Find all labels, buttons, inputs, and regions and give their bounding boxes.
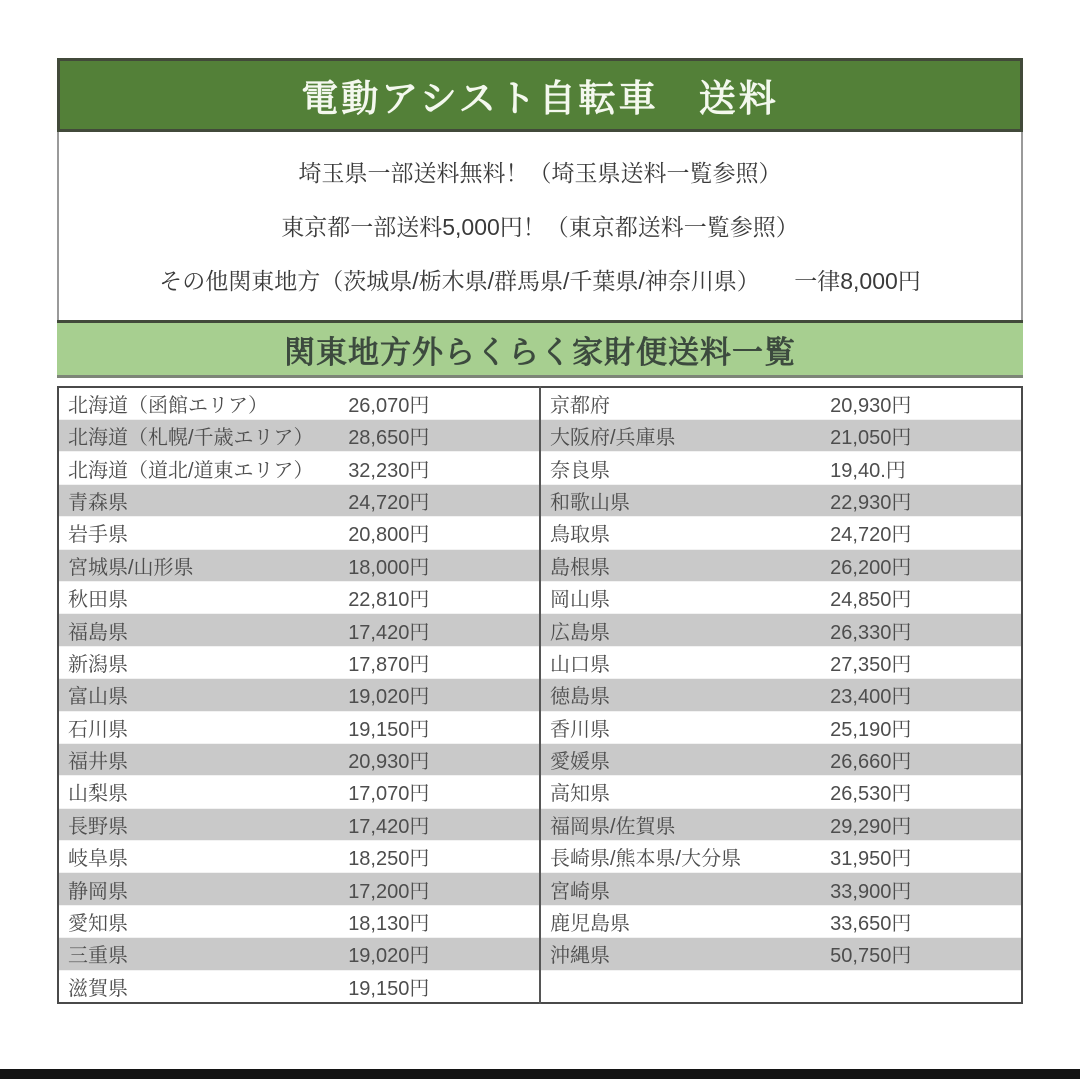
table-row (58, 581, 1022, 613)
price-cell-right: 20,930円 (830, 395, 912, 417)
price-cell-left: 20,930円 (347, 743, 540, 775)
prefecture-cell-left: 北海道（函館エリア） (68, 395, 268, 417)
price-cell-right: 26,200円 (829, 549, 1022, 581)
price-cell-left: 18,130円 (347, 905, 540, 937)
price-cell-right: 26,530円 (829, 776, 1022, 808)
table-row (58, 517, 1022, 549)
price-cell-right: 29,290円 (829, 808, 1022, 840)
table-title: 関東地方外らくらく家財便送料一覧 (284, 334, 796, 370)
price-cell-left: 17,870円 (347, 646, 540, 678)
prefecture-cell-right: 和歌山県 (540, 484, 829, 516)
prefecture-cell-right: 島根県 (540, 549, 829, 581)
prefecture-cell-left: 宮城県/山形県 (58, 549, 347, 581)
table-row (58, 970, 1022, 1003)
price-cell-left: 17,420円 (347, 808, 540, 840)
table-row (58, 841, 1022, 873)
prefecture-cell-right: 京都府 (540, 387, 829, 420)
shipping-notes (57, 132, 1023, 320)
table-row (58, 743, 1022, 775)
table-row (58, 646, 1022, 678)
table-row (58, 549, 1022, 581)
table-row (58, 711, 1022, 743)
prefecture-cell-right: 宮崎県 (540, 873, 829, 905)
prefecture-cell-right: 高知県 (540, 776, 829, 808)
prefecture-cell-right: 鹿児島県 (540, 905, 829, 937)
price-cell-left: 26,070円 (348, 395, 430, 417)
prefecture-cell-right: 大阪府/兵庫県 (540, 420, 829, 452)
prefecture-cell-left: 青森県 (58, 484, 347, 516)
price-cell-right (829, 970, 1022, 1003)
prefecture-cell-left: 岐阜県 (58, 841, 347, 873)
prefecture-cell-right: 愛媛県 (540, 743, 829, 775)
prefecture-cell-right: 徳島県 (540, 679, 829, 711)
price-cell-left: 32,230円 (347, 452, 540, 484)
price-cell-left: 28,650円 (347, 420, 540, 452)
price-cell-left: 20,800円 (347, 517, 540, 549)
price-cell-left: 18,250円 (347, 841, 540, 873)
prefecture-cell-right: 香川県 (540, 711, 829, 743)
table-row (58, 452, 1022, 484)
main-title-banner (57, 58, 1023, 132)
note-saitama: 埼玉県一部送料無料！（埼玉県送料一覧参照） (298, 159, 782, 186)
price-cell-right: 33,900円 (829, 873, 1022, 905)
price-cell-left: 17,070円 (347, 776, 540, 808)
price-cell-right: 27,350円 (829, 646, 1022, 678)
prefecture-cell-left: 石川県 (58, 711, 347, 743)
price-cell-left: 24,720円 (347, 484, 540, 516)
page-title: 電動アシスト自転車 送料 (301, 78, 779, 119)
price-cell-right: 26,660円 (829, 743, 1022, 775)
price-cell-right: 33,650円 (829, 905, 1022, 937)
prefecture-cell-right: 福岡県/佐賀県 (540, 808, 829, 840)
price-cell-right: 50,750円 (829, 938, 1022, 970)
price-cell-right: 24,850円 (829, 581, 1022, 613)
price-cell-right: 21,050円 (829, 420, 1022, 452)
prefecture-cell-left: 秋田県 (58, 581, 347, 613)
price-cell-left: 19,150円 (347, 970, 540, 1003)
prefecture-cell-left: 愛知県 (58, 905, 347, 937)
spacer (57, 378, 1023, 386)
price-cell-right: 24,720円 (829, 517, 1022, 549)
shipping-table-body (58, 387, 1022, 1003)
prefecture-cell-left: 新潟県 (58, 646, 347, 678)
prefecture-cell-left: 富山県 (58, 679, 347, 711)
prefecture-cell-left: 北海道（札幌/千歳エリア） (58, 420, 347, 452)
table-row (58, 420, 1022, 452)
table-row (58, 387, 1022, 420)
prefecture-cell-right (540, 970, 829, 1003)
prefecture-cell-left: 北海道（道北/道東エリア） (58, 452, 347, 484)
price-cell-left: 18,000円 (347, 549, 540, 581)
table-row (58, 938, 1022, 970)
prefecture-cell-right: 奈良県 (540, 452, 829, 484)
prefecture-cell-right: 鳥取県 (540, 517, 829, 549)
price-cell-left: 17,200円 (347, 873, 540, 905)
prefecture-cell-left: 三重県 (58, 938, 347, 970)
price-cell-left: 19,020円 (347, 938, 540, 970)
shipping-table (57, 386, 1023, 1004)
table-row (58, 614, 1022, 646)
prefecture-cell-left: 福島県 (58, 614, 347, 646)
prefecture-cell-right: 広島県 (540, 614, 829, 646)
prefecture-cell-left: 福井県 (58, 743, 347, 775)
prefecture-cell-left: 滋賀県 (58, 970, 347, 1003)
table-row (58, 905, 1022, 937)
price-cell-right: 31,950円 (829, 841, 1022, 873)
table-row (58, 484, 1022, 516)
note-other-kanto: その他関東地方（茨城県/栃木県/群馬県/千葉県/神奈川県） 一律8,000円 (159, 267, 921, 294)
table-title-banner (57, 320, 1023, 378)
price-cell-right: 19,40.円 (829, 452, 1022, 484)
price-cell-right: 26,330円 (829, 614, 1022, 646)
bottom-border-bar (0, 1069, 1080, 1079)
price-cell-left: 17,420円 (347, 614, 540, 646)
prefecture-cell-right: 沖縄県 (540, 938, 829, 970)
prefecture-cell-left: 岩手県 (58, 517, 347, 549)
table-row (58, 808, 1022, 840)
prefecture-cell-right: 長崎県/熊本県/大分県 (540, 841, 829, 873)
table-row (58, 873, 1022, 905)
prefecture-cell-right: 岡山県 (540, 581, 829, 613)
prefecture-cell-left: 山梨県 (58, 776, 347, 808)
content-frame (57, 58, 1023, 1004)
price-cell-right: 22,930円 (829, 484, 1022, 516)
price-cell-right: 23,400円 (829, 679, 1022, 711)
price-cell-left: 22,810円 (347, 581, 540, 613)
price-cell-left: 19,020円 (347, 679, 540, 711)
note-tokyo: 東京都一部送料5,000円！（東京都送料一覧参照） (281, 213, 799, 240)
price-cell-left: 19,150円 (347, 711, 540, 743)
table-row (58, 776, 1022, 808)
prefecture-cell-left: 長野県 (58, 808, 347, 840)
table-row (58, 679, 1022, 711)
price-cell-right: 25,190円 (829, 711, 1022, 743)
prefecture-cell-left: 静岡県 (58, 873, 347, 905)
prefecture-cell-right: 山口県 (540, 646, 829, 678)
